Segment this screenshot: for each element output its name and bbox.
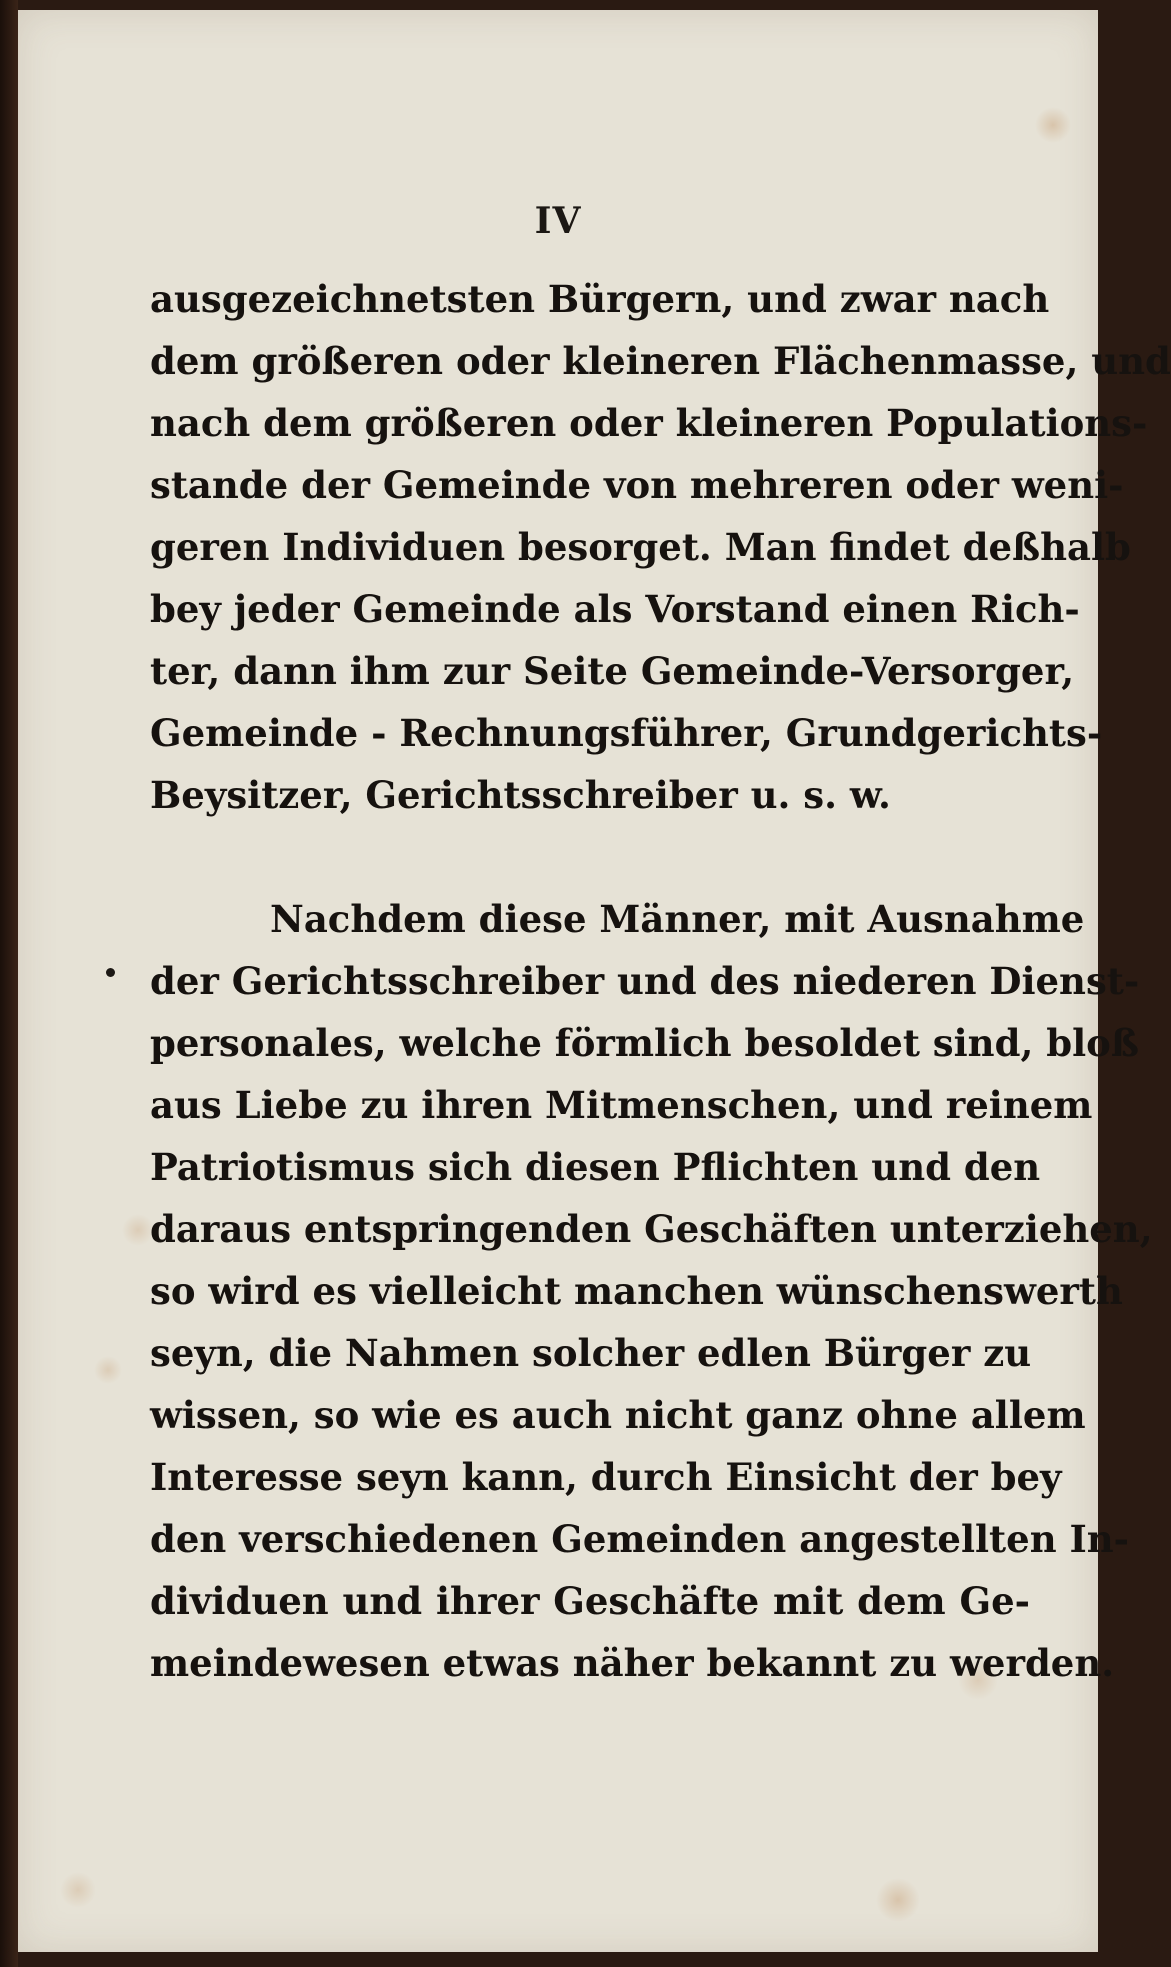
text-line: stande der Gemeinde von mehreren oder weni- — [150, 463, 1124, 507]
text-line: so wird es vielleicht manchen wünschenswerth — [150, 1269, 1123, 1313]
text-line: daraus entspringenden Geschäften unterziehen, — [150, 1207, 1153, 1251]
text-line: aus Liebe zu ihren Mitmenschen, und reinem — [150, 1083, 1093, 1127]
text-line: dividuen und ihrer Geschäfte mit dem Ge- — [150, 1579, 1030, 1623]
text-line: meindewesen etwas näher bekannt zu werden. — [150, 1641, 1115, 1685]
text-line: Interesse seyn kann, durch Einsicht der bey — [150, 1455, 1062, 1499]
text-line: Nachdem diese Männer, mit Ausnahme — [270, 897, 1085, 941]
text-line: Patriotismus sich diesen Pflichten und den — [150, 1145, 1041, 1189]
text-line: Gemeinde - Rechnungsführer, Grundgerichts- — [150, 711, 1103, 755]
paragraph-1 — [150, 268, 1171, 826]
text-line: Beysitzer, Gerichtsschreiber u. s. w. — [150, 773, 891, 817]
text-line: nach dem größeren oder kleineren Populations- — [150, 401, 1148, 445]
text-line: ter, dann ihm zur Seite Gemeinde-Versorger, — [150, 649, 1075, 693]
text-line: bey jeder Gemeinde als Vorstand einen Rich- — [150, 587, 1080, 631]
book-page — [18, 10, 1171, 1952]
text-line: personales, welche förmlich besoldet sind, bloß — [150, 1021, 1139, 1065]
text-line: dem größeren oder kleineren Flächenmasse, und — [150, 339, 1171, 383]
text-line: der Gerichtsschreiber und des niederen Dienst- — [150, 959, 1140, 1003]
book-spine-edge — [0, 0, 18, 1967]
text-line: geren Individuen besorget. Man findet deßhalb — [150, 525, 1131, 569]
text-line: ausgezeichnetsten Bürgern, und zwar nach — [150, 277, 1050, 321]
text-line: wissen, so wie es auch nicht ganz ohne allem — [150, 1393, 1086, 1437]
text-line: den verschiedenen Gemeinden angestellten In- — [150, 1517, 1130, 1561]
text-line: seyn, die Nahmen solcher edlen Bürger zu — [150, 1331, 1032, 1375]
paragraph-2 — [150, 888, 1153, 1694]
page-number: IV — [534, 200, 582, 242]
margin-dot — [106, 968, 115, 977]
